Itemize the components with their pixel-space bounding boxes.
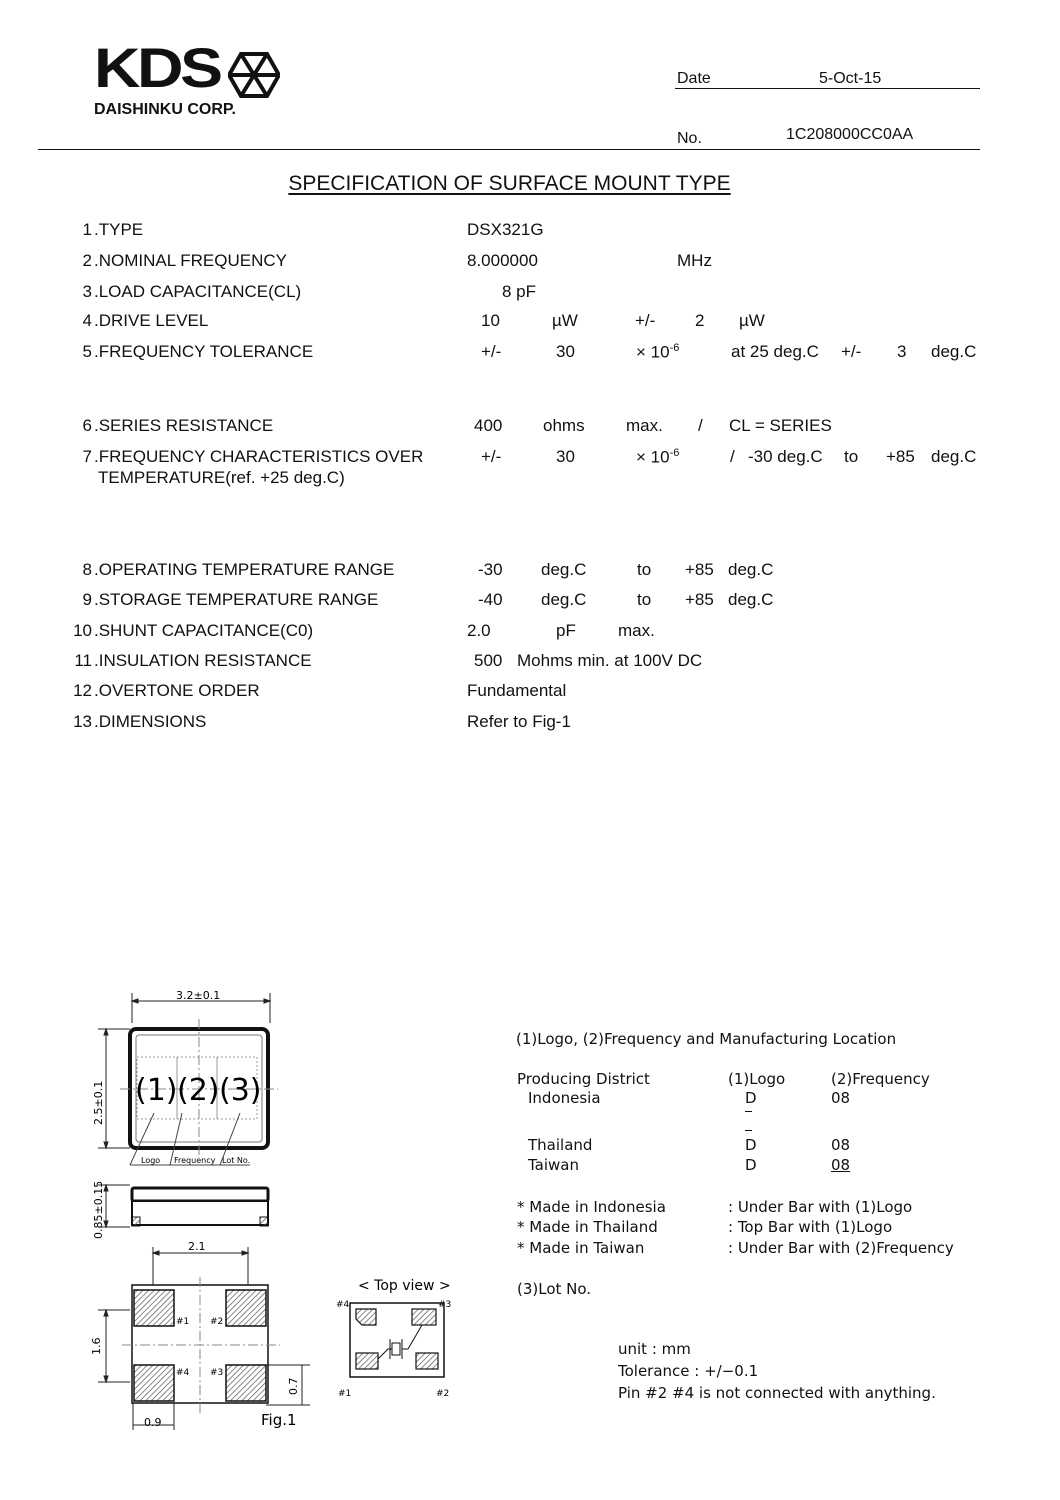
pad-span-label: 2.1 (188, 1240, 206, 1253)
legend-frequency-indonesia: 08 (831, 1089, 851, 1107)
width-dim-label: 3.2±0.1 (176, 989, 221, 1002)
bottom-pin3-label: #3 (210, 1368, 224, 1378)
spec-unit: deg.C (728, 560, 774, 579)
hexagon-logo-icon (228, 52, 280, 98)
spec-label-continued: TEMPERATURE(ref. +25 deg.C) (98, 468, 345, 487)
top-view-schematic (350, 1303, 444, 1377)
height-dim-label: 2.5±0.1 (92, 1080, 105, 1125)
marking-lot: (3) (219, 1073, 262, 1108)
spec-unit: deg.C (931, 342, 977, 361)
spec-value: 8 pF (502, 282, 537, 301)
spec-label: .FREQUENCY CHARACTERISTICS OVER (94, 447, 424, 466)
spec-range-low: -40 (478, 590, 503, 609)
spec-label: .OVERTONE ORDER (94, 681, 260, 700)
logo-company: DAISHINKU CORP. (94, 101, 236, 118)
legend-logo-thailand: D (745, 1136, 757, 1154)
legend-col-frequency: (2)Frequency (831, 1070, 930, 1088)
spec-value: Refer to Fig-1 (467, 712, 571, 731)
spec-label: .TYPE (94, 220, 144, 239)
unit-note: unit : mm (618, 1340, 691, 1358)
spec-range-high: +85 (685, 560, 714, 579)
logo-under-bar-indonesia (745, 1111, 752, 1112)
spec-tolerance-sign: +/- (481, 447, 502, 466)
date-value: 5-Oct-15 (819, 70, 882, 87)
spec-value: 30 (556, 447, 575, 466)
spec-value: DSX321G (467, 220, 544, 239)
logo-top-bar-thailand (745, 1130, 752, 1131)
dimension-drawing (80, 985, 460, 1445)
doc-number-label: No. (677, 130, 702, 147)
legend-note-what: : Under Bar with (2)Frequency (728, 1239, 954, 1257)
spec-number: 13 (73, 712, 92, 731)
top-pin2-label: #2 (436, 1389, 450, 1399)
spec-tolerance-sign: +/- (841, 342, 862, 361)
pad-width-label: 0.9 (144, 1416, 162, 1429)
callout-frequency: Frequency (174, 1156, 216, 1165)
legend-note-where: * Made in Indonesia (517, 1198, 666, 1216)
package-bottom-view (122, 1277, 280, 1413)
callout-lot: Lot No. (222, 1156, 251, 1165)
spec-condition: CL = SERIES (729, 416, 832, 435)
spec-unit: MHz (677, 251, 712, 270)
legend-district-thailand: Thailand (528, 1136, 593, 1154)
spec-number: 11 (74, 651, 92, 670)
spec-number: 4 (82, 311, 92, 330)
thickness-dim-label: 0.85±0.15 (92, 1180, 105, 1239)
spec-range-to: to (844, 447, 859, 466)
top-pin4-label: #4 (336, 1300, 350, 1310)
logo-brand: KDS (94, 36, 220, 99)
doc-number-value: 1C208000CC0AA (786, 126, 914, 143)
spec-tolerance-value: 2 (695, 311, 705, 330)
spec-qualifier: max. (618, 621, 655, 640)
spec-tolerance-sign: +/- (481, 342, 502, 361)
legend-heading: (1)Logo, (2)Frequency and Manufacturing Location (516, 1030, 897, 1048)
spec-multiplier-base: × 10 (636, 342, 670, 362)
spec-value: 10 (481, 311, 500, 330)
spec-qualifier: max. (626, 416, 663, 435)
spec-unit: deg.C (728, 590, 774, 609)
spec-tolerance-sign: +/- (635, 311, 656, 330)
spec-exponent: -6 (669, 447, 680, 459)
spec-exponent: -6 (669, 342, 680, 354)
legend-note-where: * Made in Thailand (517, 1218, 658, 1236)
legend-note-what: : Top Bar with (1)Logo (728, 1218, 893, 1236)
header-divider (38, 149, 980, 150)
spec-reference: at 25 deg.C (731, 342, 819, 361)
spec-multiplier (636, 342, 679, 363)
spec-unit: deg.C (541, 590, 587, 609)
bottom-pin1-label: #1 (176, 1317, 190, 1327)
tolerance-note: Tolerance : +/−0.1 (618, 1362, 759, 1380)
spec-number: 9 (82, 590, 92, 609)
spec-value: 8.000000 (467, 251, 538, 270)
spec-tolerance-value: 3 (897, 342, 907, 361)
spec-unit: deg.C (931, 447, 977, 466)
spec-label: .DIMENSIONS (94, 712, 207, 731)
bottom-pin2-label: #2 (210, 1317, 224, 1327)
package-side-view (98, 1185, 268, 1227)
top-pin1-label: #1 (338, 1389, 352, 1399)
legend-frequency-taiwan: 08 (831, 1156, 851, 1174)
pin-connection-note: Pin #2 #4 is not connected with anything. (618, 1384, 936, 1402)
pad-height-label: 0.7 (287, 1377, 300, 1395)
spec-condition: Mohms min. at 100V DC (517, 651, 703, 670)
legend-col-district: Producing District (517, 1070, 650, 1088)
spec-range-to: to (637, 560, 652, 579)
callout-logo: Logo (141, 1156, 161, 1165)
spec-number: 10 (73, 621, 92, 640)
date-underline (675, 88, 980, 89)
legend-col-logo: (1)Logo (728, 1070, 786, 1088)
spec-number: 7 (82, 447, 92, 466)
spec-multiplier (636, 447, 679, 468)
spec-multiplier-base: × 10 (636, 447, 670, 467)
spec-label: .SHUNT CAPACITANCE(C0) (94, 621, 314, 640)
bottom-pin4-label: #4 (176, 1368, 190, 1378)
legend-logo-taiwan: D (745, 1156, 757, 1174)
spec-number: 1 (82, 220, 92, 239)
figure-label: Fig.1 (261, 1411, 297, 1429)
spec-number: 5 (82, 342, 92, 361)
top-pin3-label: #3 (438, 1300, 452, 1310)
spec-unit: ohms (543, 416, 585, 435)
spec-unit: pF (556, 621, 576, 640)
legend-note-what: : Under Bar with (1)Logo (728, 1198, 913, 1216)
legend-district-taiwan: Taiwan (528, 1156, 580, 1174)
spec-number: 2 (82, 251, 92, 270)
spec-number: 12 (73, 681, 92, 700)
pad-pitch-label: 1.6 (90, 1337, 103, 1355)
spec-unit: deg.C (541, 560, 587, 579)
spec-range-low: -30 (478, 560, 503, 579)
spec-label: .DRIVE LEVEL (94, 311, 209, 330)
legend-district-indonesia: Indonesia (528, 1089, 601, 1107)
spec-unit: µW (739, 311, 765, 330)
spec-range-low: -30 deg.C (748, 447, 823, 466)
spec-value: 30 (556, 342, 575, 361)
spec-value: 500 (474, 651, 503, 670)
spec-number: 6 (82, 416, 92, 435)
spec-range-high: +85 (886, 447, 915, 466)
marking-frequency: (2) (177, 1073, 220, 1108)
spec-label: .STORAGE TEMPERATURE RANGE (94, 590, 379, 609)
spec-number: 3 (82, 282, 92, 301)
spec-label: .FREQUENCY TOLERANCE (94, 342, 314, 361)
spec-label: .SERIES RESISTANCE (94, 416, 274, 435)
spec-label: .LOAD CAPACITANCE(CL) (94, 282, 302, 301)
spec-separator: / (698, 416, 703, 435)
page-title: SPECIFICATION OF SURFACE MOUNT TYPE (288, 172, 731, 195)
spec-label: .OPERATING TEMPERATURE RANGE (94, 560, 395, 579)
spec-range-high: +85 (685, 590, 714, 609)
top-view-label: < Top view > (358, 1278, 451, 1294)
legend-logo-indonesia: D (745, 1089, 757, 1107)
spec-value: 400 (474, 416, 503, 435)
spec-separator: / (730, 447, 735, 466)
legend-lot-number: (3)Lot No. (517, 1280, 592, 1298)
spec-number: 8 (82, 560, 92, 579)
legend-note-where: * Made in Taiwan (517, 1239, 645, 1257)
date-label: Date (677, 70, 711, 87)
spec-range-to: to (637, 590, 652, 609)
spec-label: .NOMINAL FREQUENCY (94, 251, 288, 270)
marking-logo: (1) (135, 1073, 178, 1108)
spec-label: .INSULATION RESISTANCE (94, 651, 312, 670)
spec-unit: µW (552, 311, 578, 330)
spec-value: 2.0 (467, 621, 491, 640)
spec-value: Fundamental (467, 681, 567, 700)
legend-frequency-thailand: 08 (831, 1136, 851, 1154)
